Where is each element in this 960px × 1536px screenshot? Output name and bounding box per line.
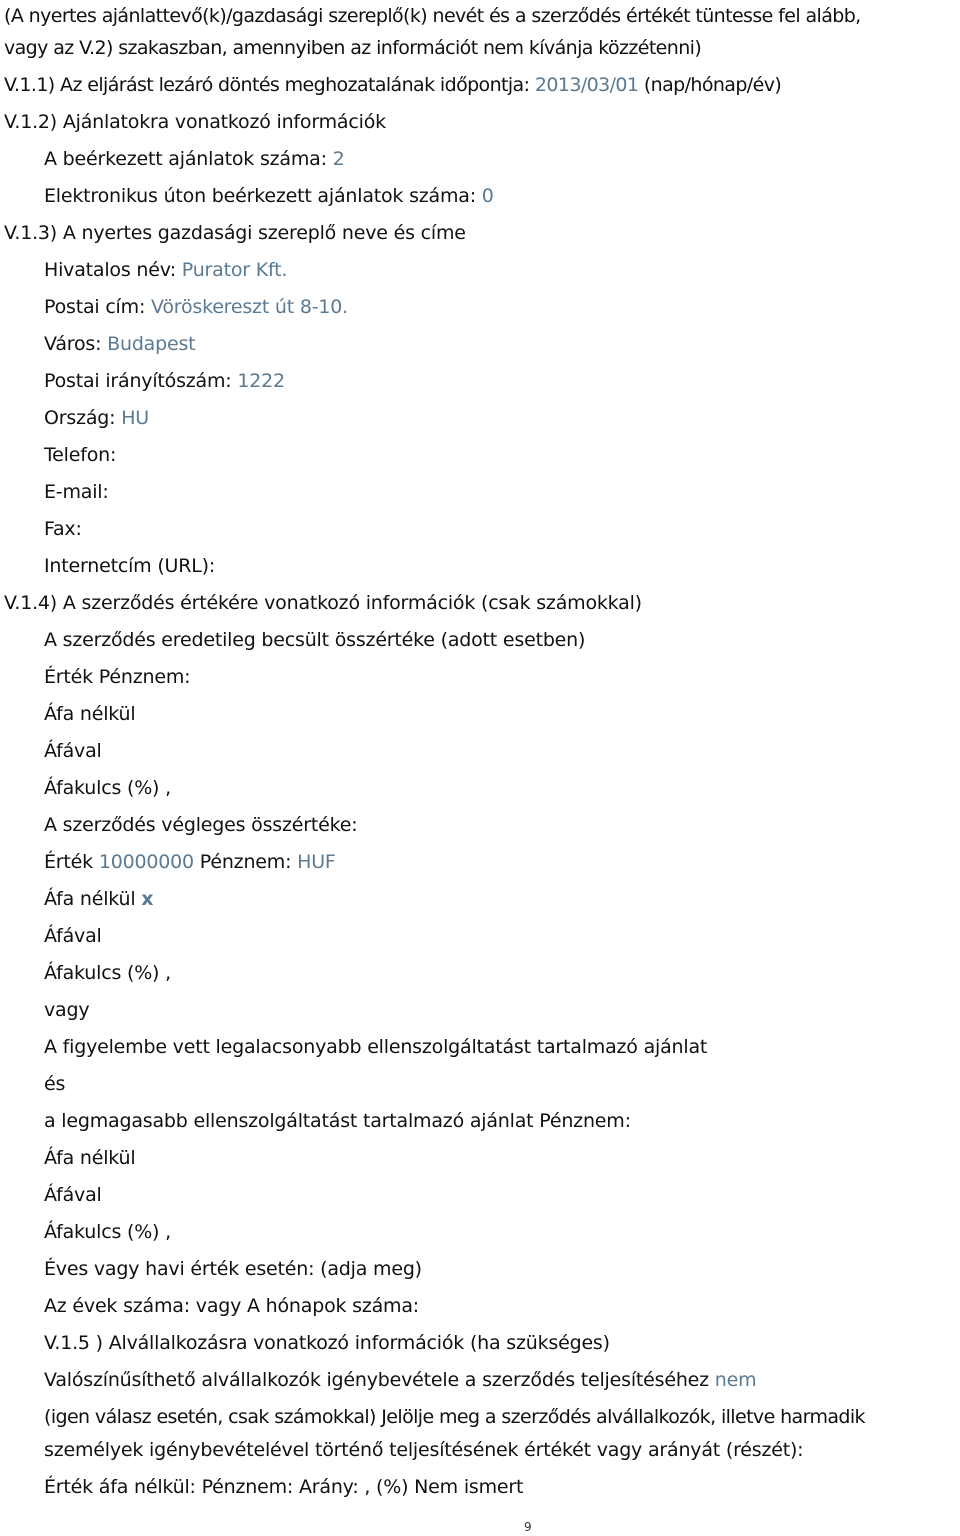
final-currency: HUF <box>297 851 336 873</box>
estimated-no-vat-text: Áfa nélkül <box>44 703 136 725</box>
winner-city-label: Város: <box>44 333 102 355</box>
page-number-text: 9 <box>524 1520 532 1534</box>
final-no-vat-mark: x <box>141 888 154 910</box>
estimated-value-text: Érték Pénznem: <box>44 666 191 688</box>
decision-date-line <box>4 73 781 97</box>
subcontracting-heading <box>44 1331 610 1355</box>
estimated-vat-rate-text: Áfakulcs (%) , <box>44 777 171 799</box>
winner-heading <box>4 221 466 245</box>
final-vat-rate-text: Áfakulcs (%) , <box>44 962 171 984</box>
subcontracting-instruction-1-text: (igen válasz esetén, csak számokkal) Jelölje meg a szerződés alvállalkozók, illetve harmadik <box>44 1406 865 1428</box>
final-value-line <box>44 850 336 874</box>
final-heading-text: A szerződés végleges összértéke: <box>44 814 358 836</box>
estimated-heading <box>44 628 585 652</box>
offers-heading <box>4 110 386 134</box>
offers-received-line <box>44 147 345 171</box>
range-vat-rate <box>44 1220 171 1244</box>
subcontracting-value-text: Érték áfa nélkül: Pénznem: Arány: , (%) Nem ismert <box>44 1476 524 1498</box>
winner-fax-label: Fax: <box>44 518 82 540</box>
and-text: és <box>44 1073 66 1095</box>
annual-monthly-text: Éves vagy havi érték esetén: (adja meg) <box>44 1258 422 1280</box>
range-no-vat <box>44 1146 135 1170</box>
winner-name-label: Hivatalos név: <box>44 259 176 281</box>
offers-electronic-label: Elektronikus úton beérkezett ajánlatok száma: <box>44 185 476 207</box>
final-no-vat-label: Áfa nélkül <box>44 888 136 910</box>
offers-received-label: A beérkezett ajánlatok száma: <box>44 148 327 170</box>
winner-city-line <box>44 332 195 356</box>
winner-address-label: Postai cím: <box>44 296 146 318</box>
estimated-with-vat <box>44 739 102 763</box>
winner-url-label: Internetcím (URL): <box>44 555 216 577</box>
intro-text-2: vagy az V.2) szakaszban, amennyiben az információt nem kívánja közzétenni) <box>4 37 702 59</box>
winner-phone-line <box>44 443 116 467</box>
winner-phone-label: Telefon: <box>44 444 117 466</box>
winner-name-line <box>44 258 287 282</box>
lowest-offer-text: A figyelembe vett legalacsonyabb ellenszolgáltatást tartalmazó ajánlat <box>44 1036 708 1058</box>
range-no-vat-text: Áfa nélkül <box>44 1147 136 1169</box>
subcontracting-instruction-1 <box>44 1405 865 1429</box>
estimated-heading-text: A szerződés eredetileg becsült összértéke (adott esetben) <box>44 629 586 651</box>
final-with-vat <box>44 924 102 948</box>
annual-monthly-line <box>44 1257 422 1281</box>
years-months-line <box>44 1294 419 1318</box>
winner-fax-line <box>44 517 82 541</box>
range-vat-rate-text: Áfakulcs (%) , <box>44 1221 171 1243</box>
winner-zip-label: Postai irányítószám: <box>44 370 232 392</box>
winner-city-value: Budapest <box>107 333 196 355</box>
estimated-vat-rate <box>44 776 171 800</box>
highest-offer-text: a legmagasabb ellenszolgáltatást tartalmazó ajánlat Pénznem: <box>44 1110 631 1132</box>
subcontracting-likely-label: Valószínűsíthető alvállalkozók igénybevétele a szerződés teljesítéséhez <box>44 1369 709 1391</box>
winner-address-value: Vöröskereszt út 8-10. <box>151 296 349 318</box>
winner-url-line <box>44 554 215 578</box>
or-text: vagy <box>44 999 90 1021</box>
final-vat-rate <box>44 961 171 985</box>
subcontracting-instruction-2-text: személyek igénybevételével történő teljesítésének értékét vagy arányát (részét): <box>44 1439 804 1461</box>
winner-email-line <box>44 480 109 504</box>
offers-received-value: 2 <box>332 148 345 170</box>
winner-country-value: HU <box>121 407 149 429</box>
contract-value-heading <box>4 591 642 615</box>
offers-electronic-value: 0 <box>481 185 494 207</box>
winner-address-line <box>44 295 348 319</box>
winner-zip-value: 1222 <box>237 370 285 392</box>
subcontracting-heading-text: V.1.5 ) Alvállalkozásra vonatkozó információk (ha szükséges) <box>44 1332 610 1354</box>
estimated-no-vat <box>44 702 135 726</box>
contract-value-heading-text: V.1.4) A szerződés értékére vonatkozó információk (csak számokkal) <box>4 592 642 614</box>
subcontracting-value-line <box>44 1475 523 1499</box>
final-no-vat-line <box>44 887 153 911</box>
offers-heading-text: V.1.2) Ajánlatokra vonatkozó információk <box>4 111 386 133</box>
final-value: 10000000 <box>98 851 194 873</box>
subcontracting-likely-value: nem <box>714 1369 757 1391</box>
final-value-label: Érték <box>44 851 93 873</box>
decision-date: 2013/03/01 <box>534 74 639 96</box>
or-line <box>44 998 89 1022</box>
range-with-vat-text: Áfával <box>44 1184 102 1206</box>
page-number <box>524 1520 532 1534</box>
winner-name-value: Purator Kft. <box>181 259 288 281</box>
decision-label: V.1.1) Az eljárást lezáró döntés meghozatalának időpontja: <box>4 74 530 96</box>
lowest-offer-line <box>44 1035 707 1059</box>
winner-zip-line <box>44 369 285 393</box>
subcontracting-likely-line <box>44 1368 756 1392</box>
estimated-value-line <box>44 665 190 689</box>
winner-country-line <box>44 406 149 430</box>
winner-country-label: Ország: <box>44 407 116 429</box>
subcontracting-instruction-2 <box>44 1438 803 1462</box>
and-line <box>44 1072 65 1096</box>
intro-text-1: (A nyertes ajánlattevő(k)/gazdasági szereplő(k) nevét és a szerződés értékét tüntesse fel alább, <box>4 5 861 27</box>
intro-line-1 <box>4 4 861 28</box>
final-currency-label: Pénznem: <box>199 851 292 873</box>
winner-heading-text: V.1.3) A nyertes gazdasági szereplő neve és címe <box>4 222 466 244</box>
intro-line-2 <box>4 36 701 60</box>
range-with-vat <box>44 1183 102 1207</box>
highest-offer-line <box>44 1109 631 1133</box>
offers-electronic-line <box>44 184 494 208</box>
final-with-vat-text: Áfával <box>44 925 102 947</box>
years-months-text: Az évek száma: vagy A hónapok száma: <box>44 1295 419 1317</box>
winner-email-label: E-mail: <box>44 481 109 503</box>
final-heading <box>44 813 357 837</box>
decision-date-suffix: (nap/hónap/év) <box>643 74 782 96</box>
estimated-with-vat-text: Áfával <box>44 740 102 762</box>
